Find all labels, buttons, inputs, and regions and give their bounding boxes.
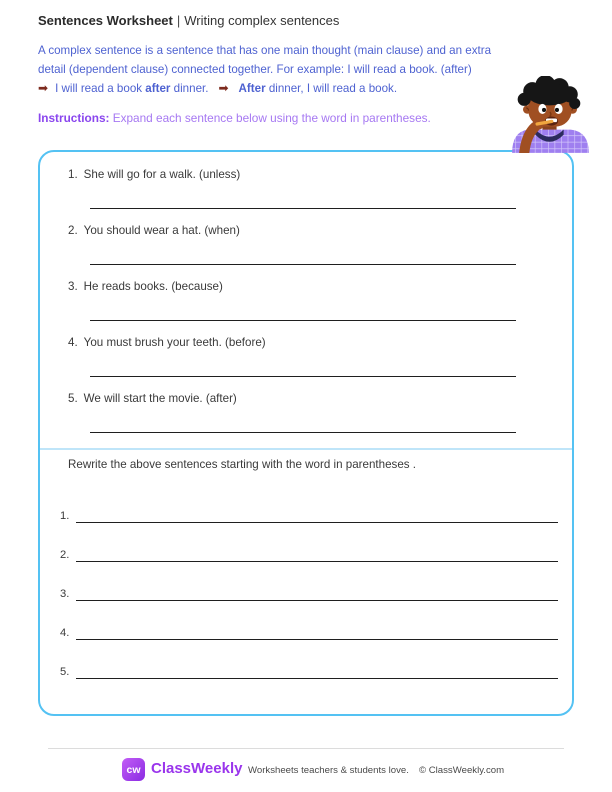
prompt-item — [68, 336, 266, 349]
prompt-item — [68, 280, 223, 293]
page-title-separator: | — [176, 13, 181, 28]
answer-line[interactable] — [90, 264, 516, 265]
answer-line[interactable] — [76, 639, 558, 640]
answer-line[interactable] — [76, 678, 558, 679]
footer — [0, 756, 612, 786]
prompt-number: 2. — [68, 224, 78, 237]
answer-number: 4. — [60, 627, 70, 639]
answer-line[interactable] — [90, 208, 516, 209]
intro-line-1: A complex sentence is a sentence that has one main thought (main clause) and an extra — [38, 44, 492, 57]
prompt-text: She will go for a walk. (unless) — [83, 168, 241, 181]
example-1-pre: I will read a book — [55, 82, 146, 95]
intro-line-2: detail (dependent clause) connected together. For example: I will read a book. (after) — [38, 63, 472, 76]
prompt-item — [68, 224, 240, 237]
answer-number: 3. — [60, 588, 70, 600]
instructions — [38, 111, 431, 125]
prompt-text: We will start the movie. (after) — [83, 392, 237, 405]
prompt-number: 4. — [68, 336, 78, 349]
section2-instructions: Rewrite the above sentences starting with the word in parentheses . — [68, 458, 417, 471]
answer-number: 5. — [60, 666, 70, 678]
answer-line[interactable] — [76, 600, 558, 601]
prompt-number: 5. — [68, 392, 78, 405]
prompt-number: 1. — [68, 168, 78, 181]
classweekly-logo-icon: cw — [122, 758, 145, 781]
example-1-post: dinner. — [170, 82, 209, 95]
right-arrow-icon: ➡ — [38, 81, 49, 95]
footer-divider — [48, 748, 564, 749]
instructions-text: Expand each sentence below using the word in parentheses. — [109, 111, 431, 125]
worksheet-box — [38, 150, 574, 716]
prompt-item — [68, 392, 237, 405]
answer-number: 1. — [60, 510, 70, 522]
prompt-item — [68, 168, 240, 181]
answer-number: 2. — [60, 549, 70, 561]
page-title-subtitle: Writing complex sentences — [184, 13, 340, 28]
prompt-text: You must brush your teeth. (before) — [83, 336, 266, 349]
example-1-keyword: after — [145, 82, 171, 95]
footer-tagline: Worksheets teachers & students love. — [248, 765, 409, 776]
right-arrow-icon: ➡ — [218, 81, 229, 95]
prompt-text: You should wear a hat. (when) — [83, 224, 240, 237]
page-title-main: Sentences Worksheet — [38, 13, 173, 28]
answer-line[interactable] — [90, 432, 516, 433]
prompt-text: He reads books. (because) — [83, 280, 223, 293]
page-title — [38, 13, 339, 28]
boy-brushing-teeth-illustration — [502, 76, 599, 153]
footer-copyright-link[interactable]: © ClassWeekly.com — [419, 765, 505, 776]
answer-line[interactable] — [90, 320, 516, 321]
instructions-label: Instructions: — [38, 111, 110, 125]
prompt-number: 3. — [68, 280, 78, 293]
answer-line[interactable] — [76, 561, 558, 562]
brand-name: ClassWeekly — [151, 760, 243, 777]
section-divider — [40, 448, 572, 450]
answer-line[interactable] — [90, 376, 516, 377]
example-2-post: dinner, I will read a book. — [265, 82, 398, 95]
answer-line[interactable] — [76, 522, 558, 523]
example-2-keyword: After — [238, 82, 266, 95]
